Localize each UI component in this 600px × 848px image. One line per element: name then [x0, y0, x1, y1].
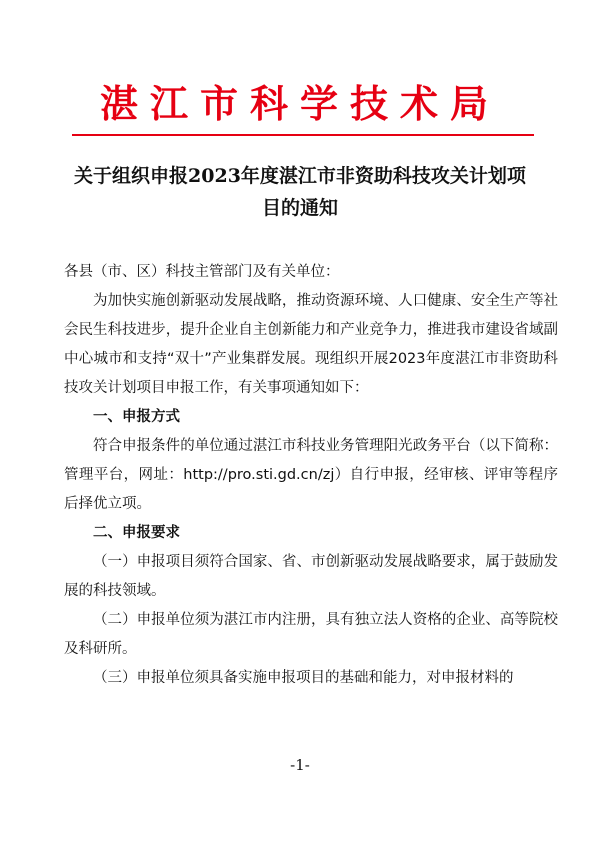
requirement-item-1: （一）申报项目须符合国家、省、市创新驱动发展战略要求，属于鼓励发展的科技领域。	[64, 554, 558, 599]
header-divider	[72, 134, 534, 136]
page-number: -1-	[290, 756, 310, 774]
requirement-item-2: （二）申报单位须为湛江市内注册，具有独立法人资格的企业、高等院校及科研所。	[64, 612, 558, 657]
section-heading-requirements: 二、申报要求	[93, 525, 180, 541]
salutation: 各县（市、区）科技主管部门及有关单位：	[64, 264, 340, 280]
section-text-application-method: 符合申报条件的单位通过湛江市科技业务管理阳光政务平台（以下简称：管理平台，网址：http://pro.sti.gd.cn/zj）自行申报，经审核、评审等程序后择优立项。	[64, 438, 558, 512]
agency-header: 湛江市科学技术局	[99, 81, 500, 126]
document-body	[64, 258, 558, 693]
requirement-item-3: （三）申报单位须具备实施申报项目的基础和能力，对申报材料的	[93, 670, 514, 686]
section-heading-application-method: 一、申报方式	[93, 409, 180, 425]
intro-paragraph: 为加快实施创新驱动发展战略，推动资源环境、人口健康、安全生产等社会民生科技进步，提升企业自主创新能力和产业竞争力，推进我市建设省域副中心城市和支持“双十”产业集群发展。现组织开展2023年度湛江市非资助科技攻关计划项目申报工作，有关事项通知如下：	[64, 293, 558, 396]
document-title: 关于组织申报2023年度湛江市非资助科技攻关计划项目的通知	[74, 165, 526, 219]
